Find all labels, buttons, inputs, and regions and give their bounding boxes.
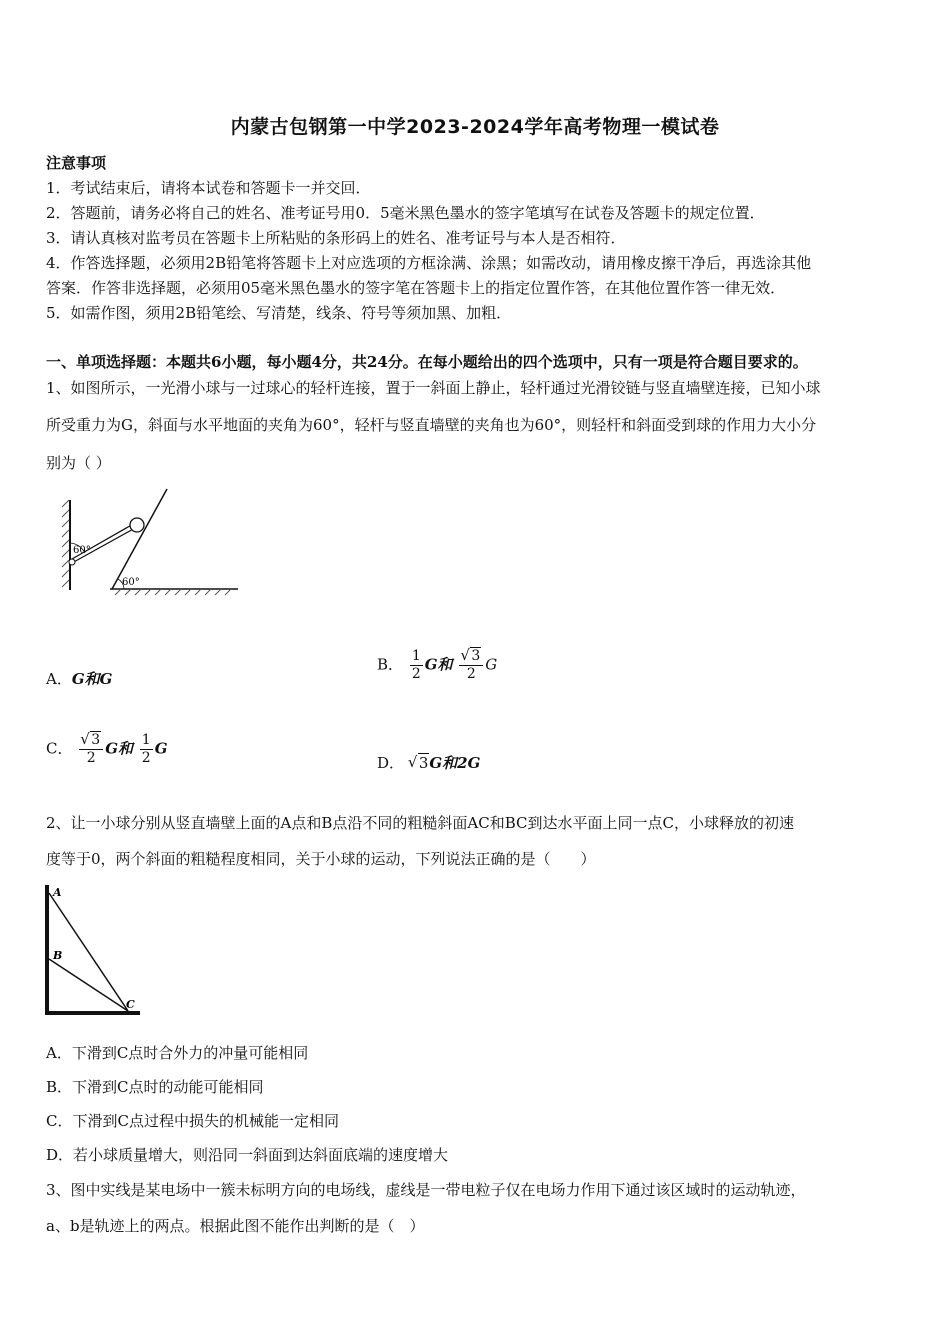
fraction: √ $\frac{3}{2}$ <box>459 648 483 683</box>
square-root: √ 3 <box>409 754 430 772</box>
wall-angle-label: 60° <box>73 545 91 556</box>
notice-heading: 注意事项 <box>46 154 107 172</box>
question-2-text: 度等于0，两个斜面的粗糙程度相同，关于小球的运动，下列说法正确的是（ ） <box>46 850 596 868</box>
question-2-option-c: C．下滑到C点过程中损失的机械能一定相同 <box>46 1112 339 1130</box>
fraction: $\frac{1}{2}$ <box>411 648 421 682</box>
notice-item: 5．如需作图，须用2B铅笔绘、写清楚，线条、符号等须加黑、加粗． <box>46 304 512 322</box>
notice-item: 答案．作答非选择题，必须用05毫米黑色墨水的签字笔在答题卡上的指定位置作答，在其他位置作答一律无效． <box>46 279 786 297</box>
question-1-text: 所受重力为G，斜面与水平地面的夹角为60°，轻杆与竖直墙壁的夹角也为60°，则轻杆和斜面受到球的作用力大小分 <box>46 416 817 434</box>
notice-item: 3．请认真核对监考员在答题卡上所粘贴的条形码上的姓名、准考证号与本人是否相符． <box>46 229 626 247</box>
question-2-option-a: A．下滑到C点时合外力的冲量可能相同 <box>46 1044 309 1062</box>
point-b-label: B <box>53 949 63 962</box>
option-a <box>46 668 112 689</box>
section-heading: 一、单项选择题：本题共6小题，每小题4分，共24分。在每小题给出的四个选项中，只有一项是符合题目要求的。 <box>46 353 808 371</box>
option-label: D． <box>377 754 405 772</box>
question-2-figure <box>44 883 144 1018</box>
ground-angle-label: 60° <box>122 577 140 588</box>
page-title: 内蒙古包钢第一中学2023-2024学年高考物理一模试卷 <box>230 116 720 138</box>
notice-item: 4．作答选择题，必须用2B铅笔将答题卡上对应选项的方框涂满、涂黑；如需改动，请用橡皮擦干净后，再选涂其他 <box>46 254 812 272</box>
notice-item: 1．考试结束后，请将本试卷和答题卡一并交回． <box>46 179 371 197</box>
point-a-label: A <box>53 886 62 899</box>
question-1-text: 别为（ ） <box>46 454 111 472</box>
question-3-text: 3、图中实线是某电场中一簇未标明方向的电场线，虚线是一带电粒子仅在电场力作用下通过该区域时的运动轨迹， <box>46 1181 806 1199</box>
option-text: G和G <box>71 670 113 688</box>
option-label: A． <box>46 670 72 688</box>
notice-item: 2．答题前，请务必将自己的姓名、准考证号用0．5毫米黑色墨水的签字笔填写在试卷及答题卡的规定位置． <box>46 204 765 222</box>
fraction: $\frac{1}{2}$ <box>141 732 151 766</box>
option-c: C． √ $\frac{3}{2}$ G和 $\frac{1}{2}$ G <box>46 732 168 767</box>
option-d: D． √ 3G和2G <box>377 752 480 773</box>
question-1-figure <box>60 485 245 600</box>
question-3-text: a、b是轨迹上的两点。根据此图不能作出判断的是（ ） <box>46 1217 425 1235</box>
question-2-text: 2、让一小球分别从竖直墙壁上面的A点和B点沿不同的粗糙斜面AC和BC到达水平面上同一点C，小球释放的初速 <box>46 814 794 832</box>
point-c-label: C <box>126 998 135 1011</box>
question-2-option-d: D．若小球质量增大，则沿同一斜面到达斜面底端的速度增大 <box>46 1146 449 1164</box>
option-label: B． <box>377 655 404 674</box>
question-1-text: 1、如图所示，一光滑小球与一过球心的轻杆连接，置于一斜面上静止，轻杆通过光滑铰链与竖直墙壁连接，已知小球 <box>46 379 821 397</box>
fraction: √ $\frac{3}{2}$ <box>79 732 103 767</box>
option-label: C． <box>46 739 73 758</box>
option-b: B． $\frac{1}{2}$ G和 √ $\frac{3}{2}$ G <box>377 648 497 683</box>
question-2-option-b: B．下滑到C点时的动能可能相同 <box>46 1078 264 1096</box>
